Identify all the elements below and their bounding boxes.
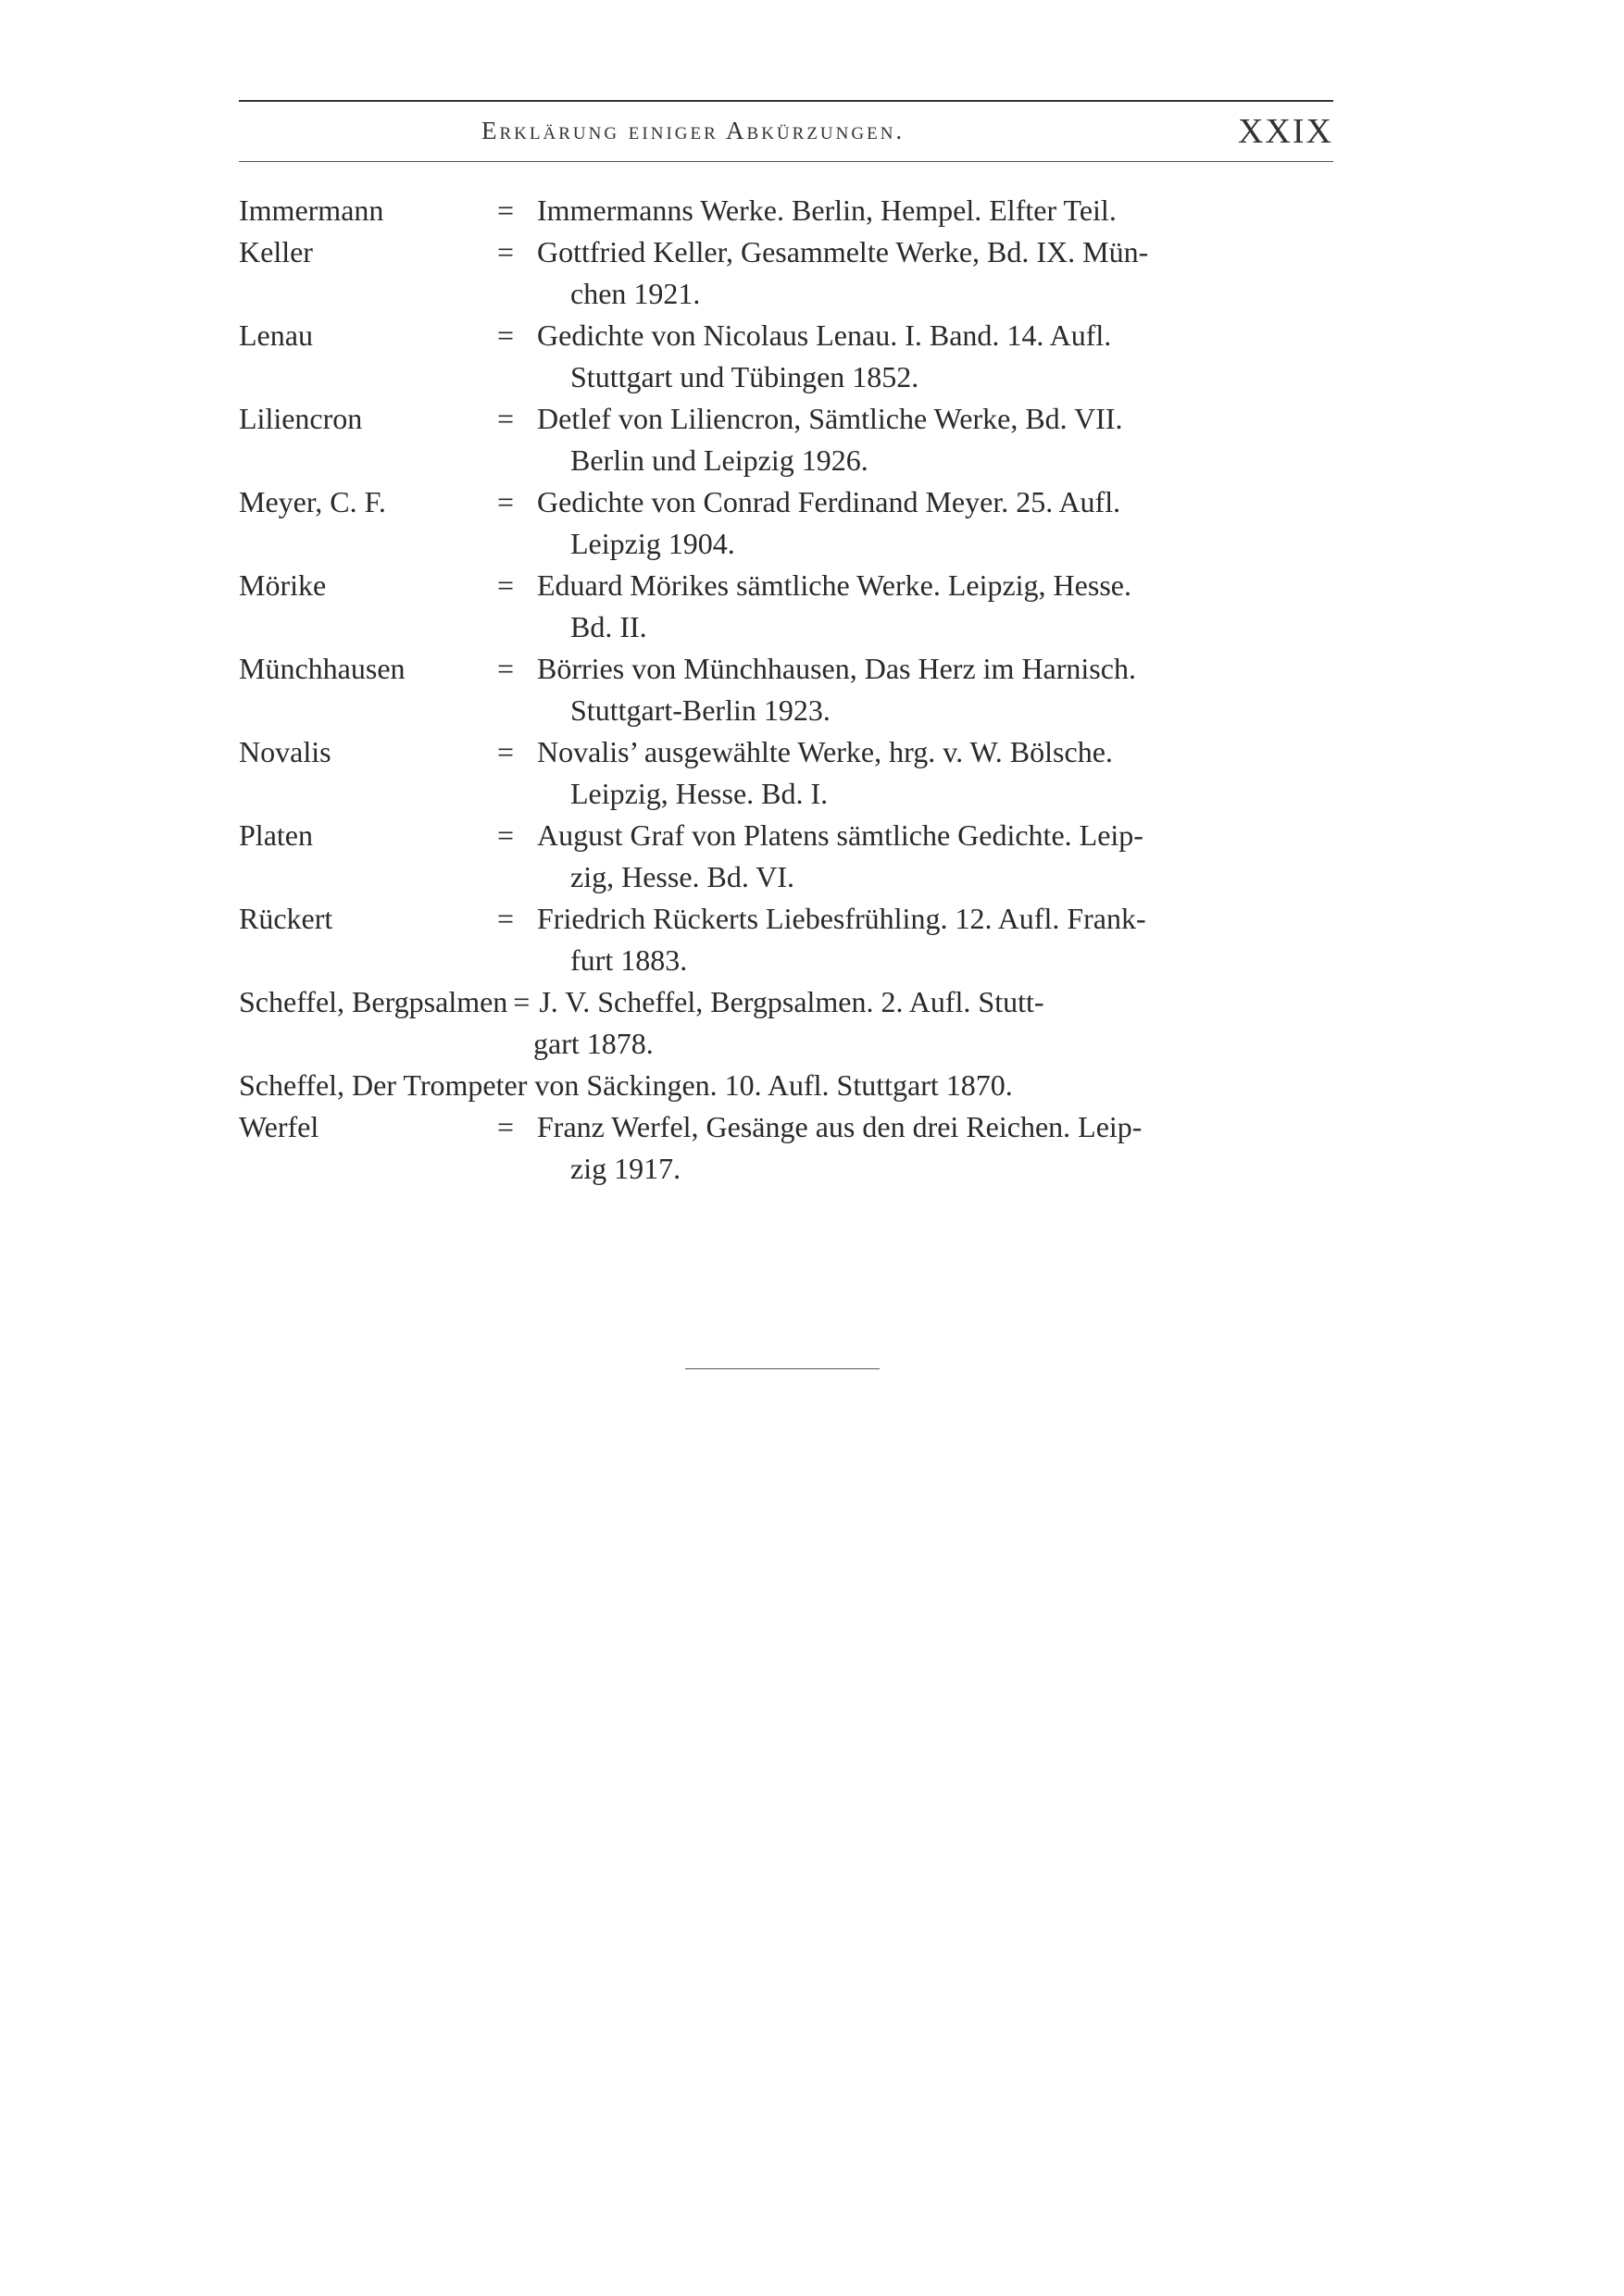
abbreviation-entry	[239, 981, 1333, 1023]
expansion-line: Friedrich Rückerts Liebesfrühling. 12. Aufl. Frank-	[537, 902, 1146, 935]
abbreviation: Novalis	[239, 735, 331, 768]
abbreviation-entry	[239, 731, 1333, 815]
abbreviation-entry	[239, 1065, 1333, 1106]
equals-sign: =	[496, 402, 515, 435]
abbreviation-entry	[239, 231, 1333, 315]
abbreviation: Keller	[239, 235, 313, 268]
abbreviation: Immermann	[239, 193, 384, 227]
equals-sign: =	[496, 902, 515, 935]
abbreviation-list	[239, 190, 1333, 1190]
abbreviation: Rückert	[239, 902, 333, 935]
expansion	[533, 898, 1333, 981]
expansion-line: August Graf von Platens sämtliche Gedichte. Leip-	[537, 818, 1143, 852]
abbreviation-entry	[239, 815, 1333, 898]
expansion-line: Novalis’ ausgewählte Werke, hrg. v. W. Bölsche.	[537, 735, 1113, 768]
equals-sign: =	[496, 1110, 515, 1143]
abbreviation: Münchhausen	[239, 652, 406, 685]
abbreviation: Meyer, C. F.	[239, 485, 386, 518]
abbreviation-entry	[239, 190, 1333, 231]
expansion-line: Gedichte von Nicolaus Lenau. I. Band. 14. Aufl.	[537, 318, 1112, 352]
abbreviation: Scheffel, Bergpsalmen	[239, 985, 508, 1018]
header-rule	[239, 161, 1333, 162]
expansion-line: J. V. Scheffel, Bergpsalmen. 2. Aufl. Stutt-	[539, 985, 1044, 1018]
expansion	[539, 981, 1333, 1023]
equals-sign: =	[496, 568, 515, 602]
abbreviation: Mörike	[239, 568, 327, 602]
abbreviation: Liliencron	[239, 402, 363, 435]
expansion-line: Franz Werfel, Gesänge aus den drei Reichen. Leip-	[537, 1110, 1143, 1143]
top-rule	[239, 100, 1333, 102]
expansion-line: gart 1878.	[533, 1027, 654, 1060]
expansion-line: Berlin und Leipzig 1926.	[570, 443, 868, 477]
expansion-line: Immermanns Werke. Berlin, Hempel. Elfter Teil.	[537, 193, 1117, 227]
abbreviation: Lenau	[239, 318, 313, 352]
abbreviation: Werfel	[239, 1110, 319, 1143]
expansion-line: Stuttgart und Tübingen 1852.	[570, 360, 919, 393]
expansion-line: Bd. II.	[570, 610, 647, 643]
expansion	[533, 1106, 1333, 1190]
equals-sign: =	[496, 652, 515, 685]
expansion	[533, 565, 1333, 648]
abbreviation-entry	[239, 1106, 1333, 1190]
expansion-line: chen 1921.	[570, 277, 701, 310]
expansion-line: Gottfried Keller, Gesammelte Werke, Bd. IX. Mün-	[537, 235, 1149, 268]
abbreviation-entry	[239, 398, 1333, 481]
equals-sign: =	[496, 235, 515, 268]
equals-sign: =	[496, 193, 515, 227]
page-number: XXIX	[1238, 112, 1333, 151]
abbreviation-entry	[239, 315, 1333, 398]
equals-sign: =	[496, 735, 515, 768]
expansion	[533, 190, 1333, 231]
equals-sign: =	[496, 485, 515, 518]
abbreviation-entry	[239, 898, 1333, 981]
abbreviation-entry	[239, 481, 1333, 565]
expansion	[533, 398, 1333, 481]
expansion	[533, 731, 1333, 815]
expansion-line: Detlef von Liliencron, Sämtliche Werke, Bd. VII.	[537, 402, 1123, 435]
expansion-line: Leipzig 1904.	[570, 527, 735, 560]
abbreviation: Platen	[239, 818, 313, 852]
expansion-line: Stuttgart-Berlin 1923.	[570, 693, 831, 727]
expansion	[533, 481, 1333, 565]
abbreviation-entry	[239, 648, 1333, 731]
expansion	[533, 231, 1333, 315]
full-line-entry: Scheffel, Der Trompeter von Säckingen. 10. Aufl. Stuttgart 1870.	[239, 1068, 1013, 1102]
equals-sign: =	[496, 318, 515, 352]
expansion-line: furt 1883.	[570, 943, 688, 977]
abbreviation-entry	[239, 565, 1333, 648]
expansion-line: Börries von Münchhausen, Das Herz im Harnisch.	[537, 652, 1136, 685]
abbreviation-entry-continuation	[239, 1023, 1333, 1065]
expansion	[533, 815, 1333, 898]
running-head: Erklärung einiger Abkürzungen.	[481, 117, 906, 144]
equals-sign: =	[496, 818, 515, 852]
expansion-line: zig, Hesse. Bd. VI.	[570, 860, 795, 893]
expansion	[533, 315, 1333, 398]
expansion-line: Leipzig, Hesse. Bd. I.	[570, 777, 829, 810]
end-rule	[685, 1368, 880, 1369]
expansion-line: Eduard Mörikes sämtliche Werke. Leipzig, Hesse.	[537, 568, 1131, 602]
expansion	[533, 648, 1333, 731]
expansion-line: zig 1917.	[570, 1152, 681, 1185]
expansion-line: Gedichte von Conrad Ferdinand Meyer. 25. Aufl.	[537, 485, 1121, 518]
equals-sign: =	[513, 985, 531, 1018]
